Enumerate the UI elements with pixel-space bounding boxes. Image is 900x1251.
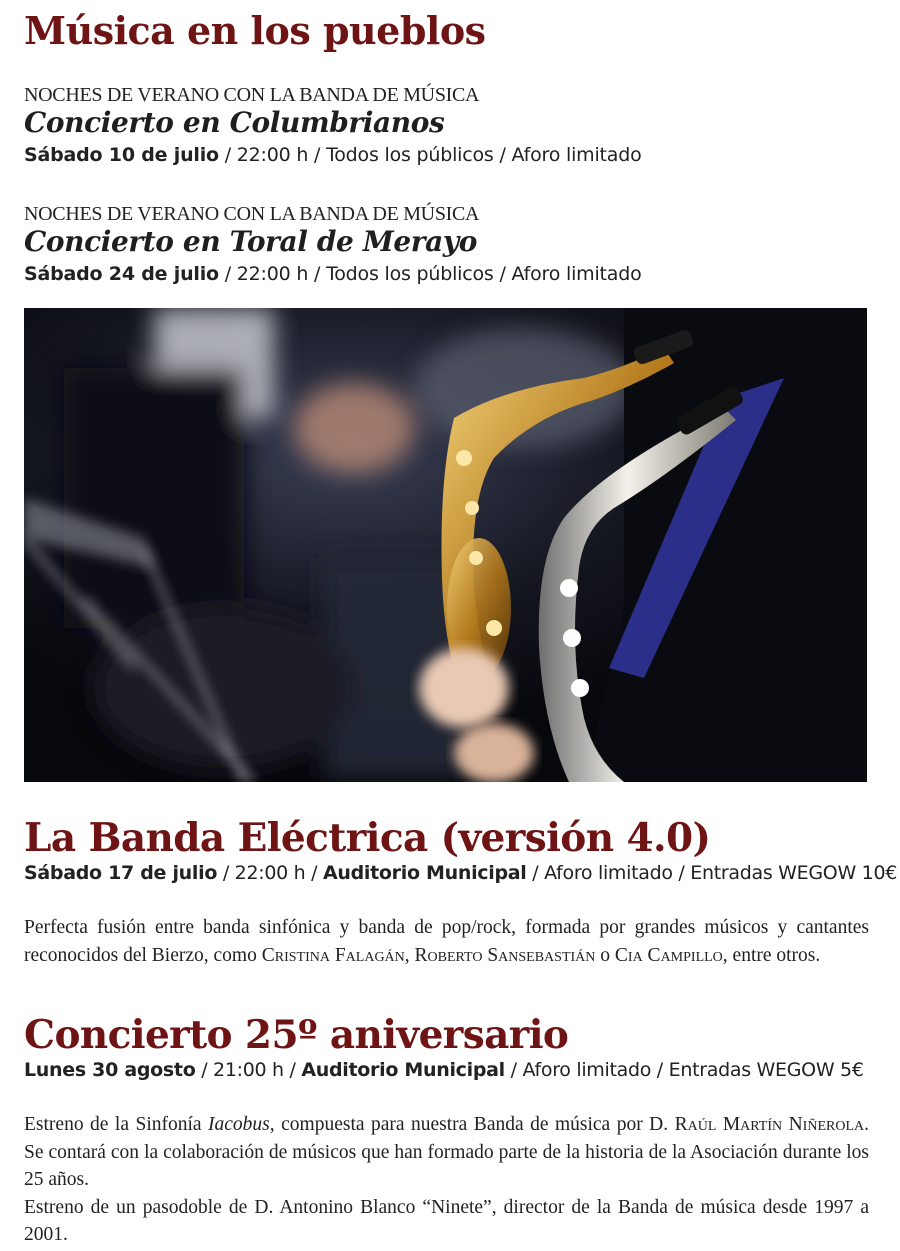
event-kicker: NOCHES DE VERANO CON LA BANDA DE MÚSICA [24,203,480,225]
banda-electrica-meta [24,860,898,886]
event-venue: Auditorio Municipal [322,862,527,884]
saxophone-players-photo [24,308,867,782]
event-date: Sábado 17 de julio [24,862,218,884]
event-meta [24,259,870,289]
event-time: / 21:00 h / [195,1059,302,1081]
banda-electrica-description [24,914,869,969]
description-text: Estreno de la Sinfonía [24,1114,209,1135]
event-columbrianos [24,84,870,170]
description-text: , entre otros. [722,944,821,966]
banda-electrica-title: La Banda Eléctrica (versión 4.0) [24,815,711,861]
event-date: Sábado 10 de julio [24,144,219,166]
event-venue: Auditorio Municipal [301,1059,505,1081]
aniversario-description [24,1111,869,1249]
event-time: / 22:00 h / [217,862,323,884]
event-title: Concierto en Columbrianos [24,106,445,139]
description-text: , compuesta para nuestra Banda de música por D. [269,1114,675,1135]
event-kicker: NOCHES DE VERANO CON LA BANDA DE MÚSICA [24,84,480,106]
aniversario-title: Concierto 25º aniversario [24,1012,569,1058]
event-date: Sábado 24 de julio [24,263,219,285]
event-details: / 22:00 h / Todos los públicos / Aforo limitado [218,144,642,166]
section-title: Música en los pueblos [24,8,486,53]
aniversario-meta [24,1057,894,1083]
event-date: Lunes 30 agosto [24,1059,196,1081]
performer-name: Cristina Falagán [261,944,405,966]
separator: , [404,944,415,966]
performer-name: Cia Campillo [614,944,723,966]
event-title: Concierto en Toral de Merayo [24,225,478,258]
description-text: . Se contará con la colaboración de músicos que han formado parte de la historia de la Asociación durante los 25 años. [24,1114,869,1190]
performer-name: Roberto Sansebastián [414,944,596,966]
photo-illustration [24,308,867,782]
description-text: Perfecta fusión entre banda sinfónica y banda de pop/rock, formada por grandes músicos y cantantes reconocidos del Bierzo, como [24,917,869,966]
event-toral [24,203,870,289]
event-details: / Aforo limitado / Entradas WEGOW 10€ [526,862,898,884]
separator: o [595,944,615,966]
event-details: / Aforo limitado / Entradas WEGOW 5€ [504,1059,864,1081]
description-text: Estreno de un pasodoble de D. Antonino Blanco “Ninete”, director de la Banda de música desde 1997 a 2001. [24,1196,869,1245]
composer-name: Raúl Martín Niñerola [674,1114,865,1135]
event-meta [24,140,870,170]
work-title: Iacobus [208,1114,270,1135]
event-details: / 22:00 h / Todos los públicos / Aforo limitado [218,263,642,285]
